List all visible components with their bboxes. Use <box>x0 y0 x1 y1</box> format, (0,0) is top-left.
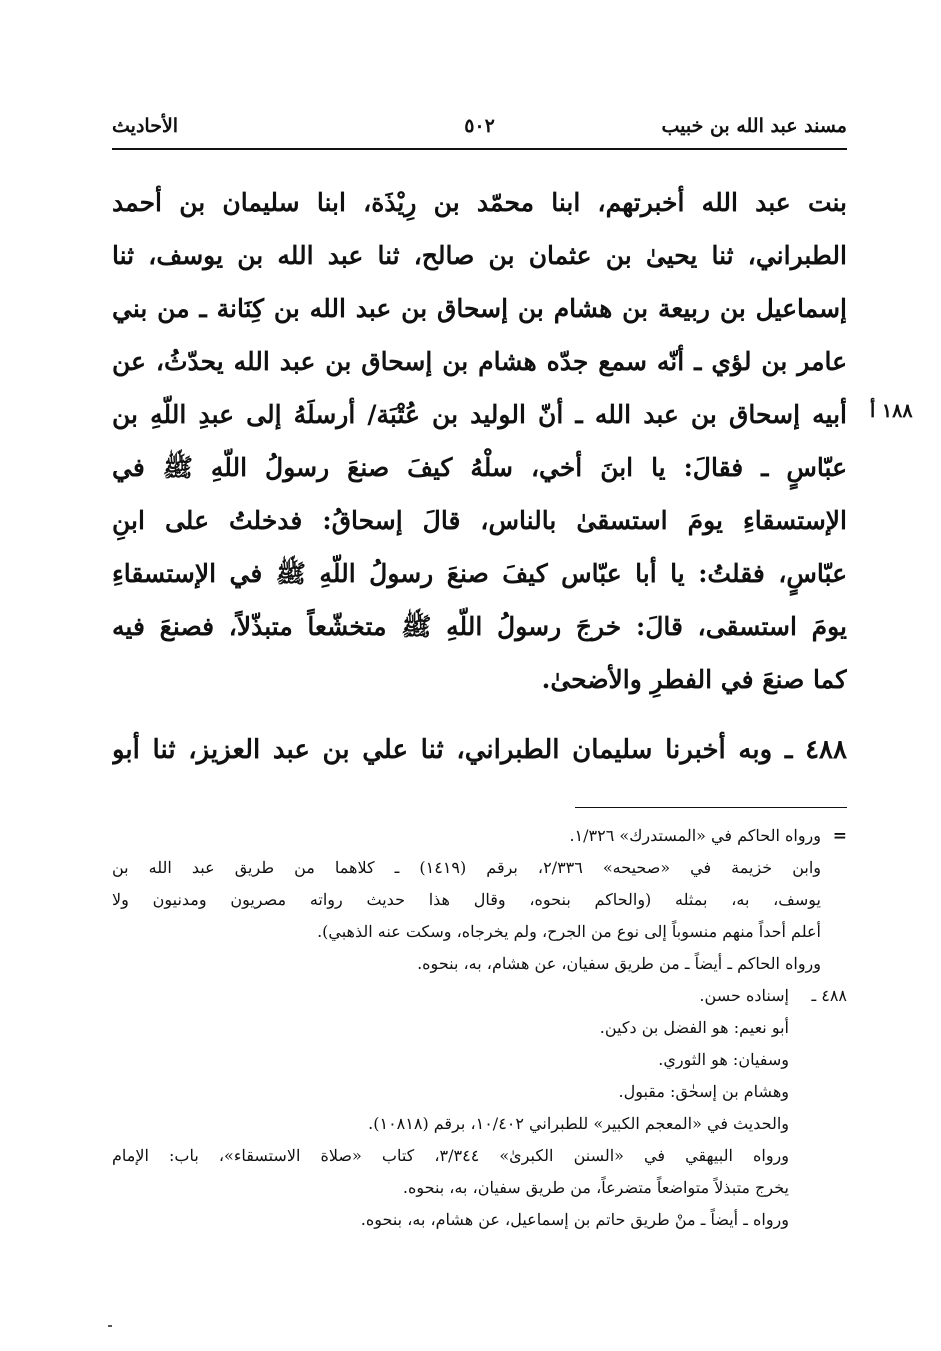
section-title: الأحاديث <box>112 115 179 137</box>
footnote-line: أبو نعيم: هو الفضل بن دكين. <box>599 1018 789 1037</box>
hadith-488-opening: ٤٨٨ ـ وبه أخبرنا سليمان الطبراني، ثنا علي بن عبد العزيز، ثنا أبو <box>112 735 847 765</box>
footnote-line: ورواه الحاكم في «المستدرك» ١/٣٢٦. <box>569 826 821 845</box>
footnote-divider <box>575 807 847 808</box>
main-text-line: الإستسقاءِ يومَ استسقىٰ بالناس، قالَ إسحاقُ: فدخلتُ على ابنِ <box>112 506 847 535</box>
footnote-line: أعلم أحداً منهم منسوباً إلى نوع من الجرح، ولم يخرجاه، وسكت عنه الذهبي). <box>317 922 821 941</box>
main-text-block <box>112 176 847 706</box>
scan-speck <box>108 1325 112 1327</box>
continuation-mark: = <box>832 826 847 846</box>
main-text-line: عامر بن لؤي ـ أنّه سمع جدّه هشام بن إسحاق بن عبد الله يحدّثُ، عن <box>112 347 847 376</box>
footnote-line: وسفيان: هو الثوري. <box>658 1050 789 1069</box>
main-text-line: يومَ استسقى، قالَ: خرجَ رسولُ اللّهِ ﷺ متخشّعاً متبذّلاً، فصنعَ فيه <box>112 612 847 641</box>
book-title: مسند عبد الله بن خبيب <box>661 115 847 137</box>
running-header <box>112 115 847 143</box>
footnote-line: ورواه ـ أيضاً ـ منْ طريق حاتم بن إسماعيل، عن هشام، به، بنحوه. <box>360 1210 789 1229</box>
footnote-line: والحديث في «المعجم الكبير» للطبراني ١٠/٤٠٢، برقم (١٠٨١٨). <box>368 1114 789 1133</box>
main-text-line: عبّاسٍ ـ فقالَ: يا ابنَ أخي، سلْهُ كيفَ صنعَ رسولُ اللّهِ ﷺ في <box>112 453 847 482</box>
footnote-line: ورواه البيهقي في «السنن الكبرىٰ» ٣/٣٤٤، كتاب «صلاة الاستسقاء»، باب: الإمام <box>112 1146 789 1165</box>
footnote-line: وابن خزيمة في «صحيحه» ٢/٣٣٦، برقم (١٤١٩) ـ كلاهما من طريق عبد الله بن <box>112 858 821 877</box>
main-text-line: إسماعيل بن ربيعة بن هشام بن إسحاق بن عبد الله بن كِنَانة ـ من بني <box>112 294 847 323</box>
footnote-line: وهشام بن إسحٰق: مقبول. <box>618 1082 789 1101</box>
footnote-line: ورواه الحاكم ـ أيضاً ـ من طريق سفيان، عن هشام، به، بنحوه. <box>417 954 821 973</box>
footnote-number: ٤٨٨ ـ <box>811 986 847 1005</box>
page-number: ٥٠٢ <box>464 115 495 137</box>
main-text-line: كما صنعَ في الفطرِ والأضحىٰ. <box>541 665 847 694</box>
main-text-line: الطبراني، ثنا يحيىٰ بن عثمان بن صالح، ثنا عبد الله بن يوسف، ثنا <box>112 241 847 270</box>
footnote-line: يوسف، به، بمثله (والحاكم بنحوه، وقال هذا حديث رواته مصريون ومدنيون ولا <box>112 890 821 909</box>
footnote-line: يخرج متبذلاً متواضعاً متضرعاً، من طريق سفيان، به، بنحوه. <box>402 1178 789 1197</box>
main-text-line: أبيه إسحاق بن عبد الله ـ أنّ الوليد بن عُتْبَة/ أرسلَهُ إلى عبدِ اللّهِ بن <box>112 400 847 429</box>
main-text-line: عبّاسٍ، فقلتُ: يا أبا عبّاس كيفَ صنعَ رسولُ اللّهِ ﷺ في الإستسقاءِ <box>112 559 847 588</box>
main-text-line: بنت عبد الله أخبرتهم، ابنا محمّد بن رِيْذَة، ابنا سليمان بن أحمد <box>112 188 847 217</box>
manuscript-folio-marker: ١٨٨ أ <box>870 400 913 422</box>
isnad-grade: إسناده حسن. <box>699 986 789 1005</box>
header-divider <box>112 148 847 150</box>
